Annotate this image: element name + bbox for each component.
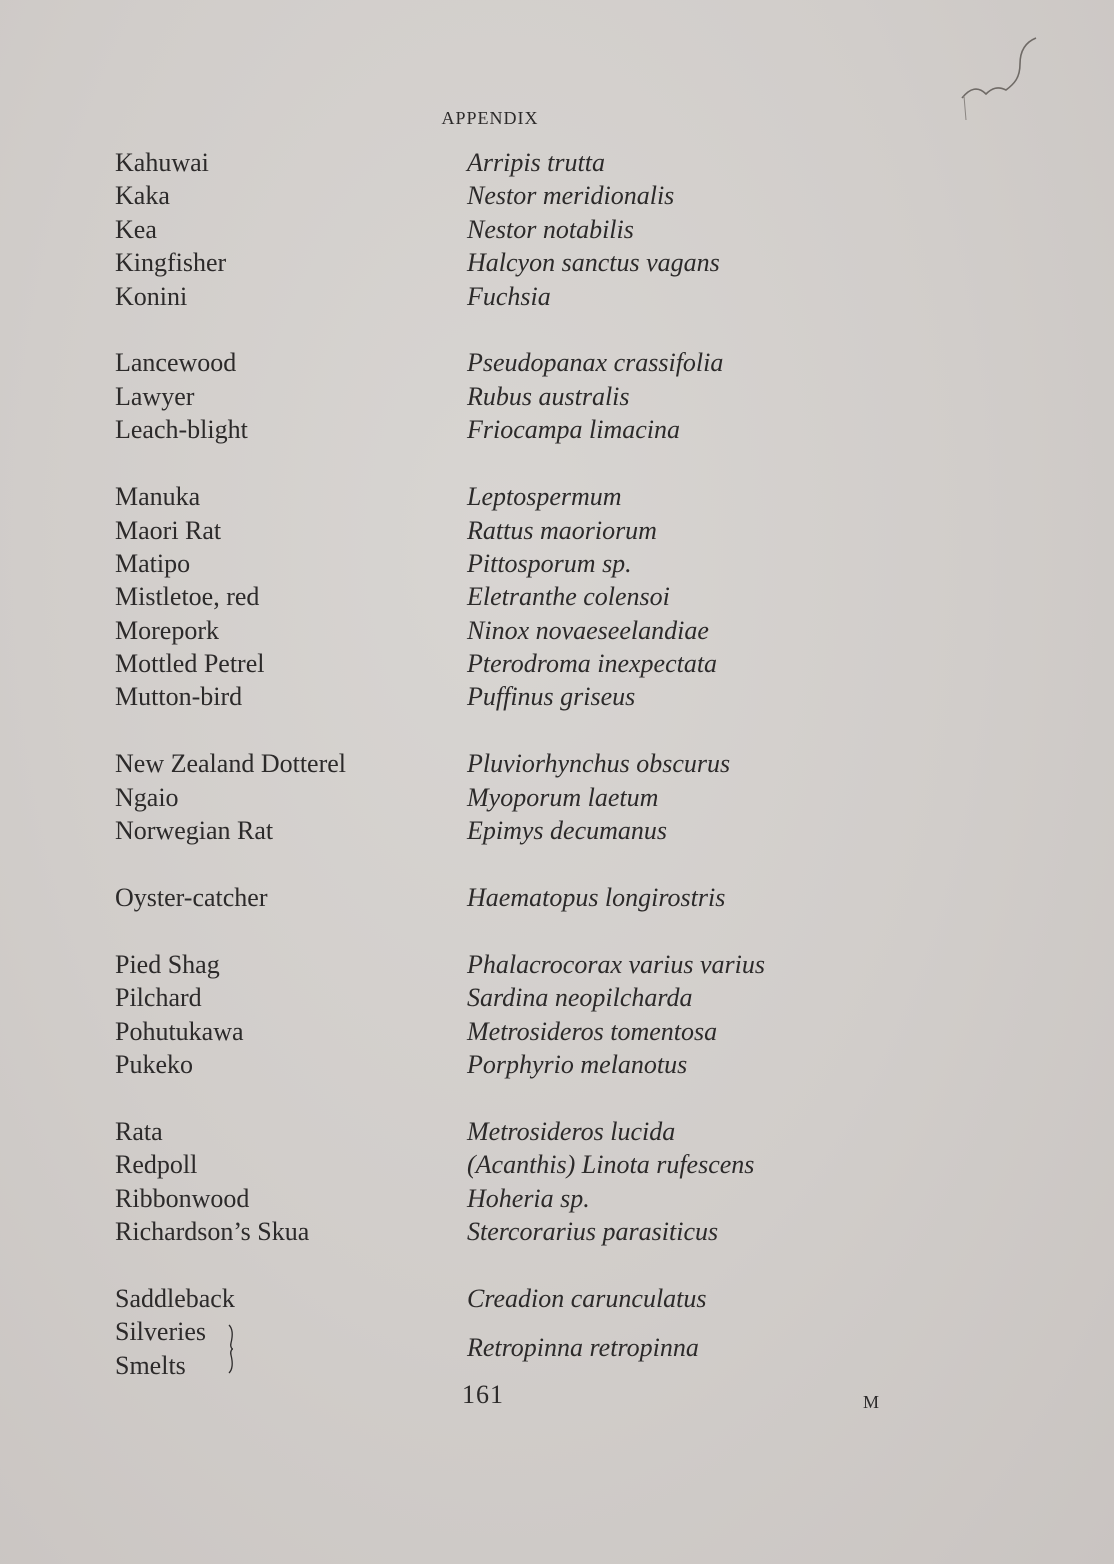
entry-row	[115, 781, 915, 814]
common-name: Kea	[115, 214, 157, 244]
common-name: Manuka	[115, 482, 201, 512]
common-name: Redpoll	[115, 1150, 198, 1180]
common-name: Richardson’s Skua	[115, 1217, 310, 1247]
scientific-name: Sardina neopilcharda	[467, 983, 693, 1013]
letter-group	[115, 881, 915, 914]
common-name: Ribbonwood	[115, 1183, 250, 1213]
scientific-name: Pittosporum sp.	[467, 548, 632, 578]
letter-group	[115, 948, 915, 1082]
scientific-name: Epimys decumanus	[467, 816, 668, 846]
scientific-name: Nestor meridionalis	[467, 181, 675, 211]
scientific-name: Friocampa limacina	[467, 415, 681, 445]
common-name: Saddleback	[115, 1284, 235, 1314]
common-name: Mottled Petrel	[115, 649, 265, 679]
signature-mark: M	[863, 1392, 881, 1412]
common-name: Kahuwai	[115, 148, 209, 177]
entry-row	[115, 1282, 915, 1315]
scientific-name: Metrosideros lucida	[467, 1116, 676, 1146]
bracketed-entry-row	[115, 1315, 915, 1382]
common-name: Pied Shag	[115, 949, 220, 979]
scientific-name: Porphyrio melanotus	[467, 1050, 688, 1080]
scientific-name: Myoporum laetum	[467, 782, 659, 812]
scientific-name: Stercorarius parasiticus	[467, 1217, 719, 1247]
entry-row	[115, 413, 915, 446]
common-name: Kingfisher	[115, 248, 227, 278]
entry-row	[115, 213, 915, 246]
scientific-name: Puffinus griseus	[467, 682, 636, 712]
common-name: Ngaio	[115, 782, 179, 812]
common-name: Matipo	[115, 548, 191, 578]
common-name: Lawyer	[115, 381, 195, 411]
scientific-name: Creadion carunculatus	[467, 1284, 707, 1314]
entry-row	[115, 814, 915, 847]
common-name: Pilchard	[115, 983, 202, 1013]
scientific-name: Ninox novaeseelandiae	[467, 615, 709, 645]
entry-row	[115, 747, 915, 780]
entry-row	[115, 1115, 915, 1148]
scientific-name: Rubus australis	[467, 381, 630, 411]
entry-row	[115, 1015, 915, 1048]
common-name: New Zealand Dotterel	[115, 749, 347, 779]
entry-row	[115, 580, 915, 613]
scientific-name: Pseudopanax crassifolia	[467, 348, 724, 378]
brace-icon	[227, 1323, 235, 1375]
appendix-list	[115, 146, 915, 1416]
entry-row	[115, 280, 915, 313]
scientific-name: Leptospermum	[467, 482, 622, 512]
page-number: 161	[462, 1380, 504, 1409]
scientific-name: Retropinna retropinna	[467, 1333, 699, 1363]
scientific-name: Halcyon sanctus vagans	[467, 248, 720, 278]
scientific-name: Arripis trutta	[467, 148, 605, 177]
scientific-name: (Acanthis) Linota rufescens	[467, 1150, 755, 1180]
common-name: Kaka	[115, 181, 170, 211]
letter-group	[115, 1282, 915, 1382]
entry-row	[115, 948, 915, 981]
letter-group	[115, 1115, 915, 1249]
common-name: Norwegian Rat	[115, 816, 274, 846]
entry-row	[115, 547, 915, 580]
entry-row	[115, 1182, 915, 1215]
letter-group	[115, 747, 915, 847]
entry-row	[115, 881, 915, 914]
common-name: Rata	[115, 1116, 163, 1146]
scientific-name: Eletranthe colensoi	[467, 582, 670, 612]
common-name: Leach-blight	[115, 415, 248, 445]
common-name: Silveries	[115, 1317, 206, 1347]
common-name: Morepork	[115, 615, 219, 645]
letter-group	[115, 346, 915, 446]
scientific-name: Haematopus longirostris	[467, 883, 726, 913]
entry-row	[115, 179, 915, 212]
entry-row	[115, 346, 915, 379]
entry-row	[115, 981, 915, 1014]
entry-row	[115, 647, 915, 680]
scientific-name: Pterodroma inexpectata	[467, 649, 718, 679]
entry-row	[115, 514, 915, 547]
scientific-name: Metrosideros tomentosa	[467, 1016, 718, 1046]
scientific-name: Pluviorhynchus obscurus	[467, 749, 731, 779]
entry-row	[115, 480, 915, 513]
scientific-name: Phalacrocorax varius varius	[467, 949, 765, 979]
common-name: Oyster-catcher	[115, 883, 268, 913]
common-name: Lancewood	[115, 348, 237, 378]
scientific-name: Nestor notabilis	[467, 214, 634, 244]
common-name: Mistletoe, red	[115, 582, 260, 612]
entry-row	[115, 614, 915, 647]
common-name: Mutton-bird	[115, 682, 243, 712]
scientific-name: Fuchsia	[467, 281, 551, 311]
letter-group	[115, 146, 915, 313]
scientific-name: Rattus maoriorum	[467, 515, 657, 545]
page-heading: APPENDIX	[441, 108, 539, 128]
entry-row	[115, 1048, 915, 1081]
bracketed-common-names	[115, 1315, 467, 1382]
entry-row	[115, 1215, 915, 1248]
scientific-name: Hoheria sp.	[467, 1183, 590, 1213]
entry-row	[115, 246, 915, 279]
common-name: Pohutukawa	[115, 1016, 244, 1046]
common-name: Maori Rat	[115, 515, 222, 545]
entry-row	[115, 1148, 915, 1181]
common-name: Smelts	[115, 1350, 186, 1380]
entry-row	[115, 146, 915, 179]
entry-row	[115, 680, 915, 713]
common-name: Pukeko	[115, 1050, 193, 1080]
common-name: Konini	[115, 281, 188, 311]
entry-row	[115, 380, 915, 413]
letter-group	[115, 480, 915, 714]
